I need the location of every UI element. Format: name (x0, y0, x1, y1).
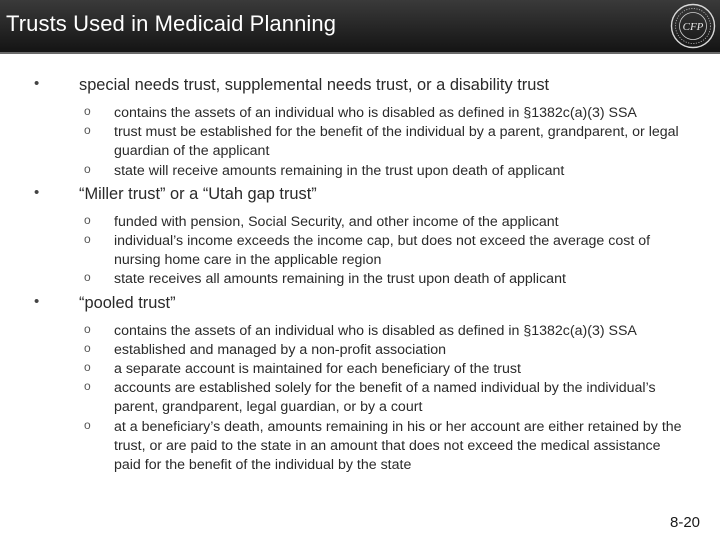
bullet-item (0, 181, 720, 213)
sub-bullet-item (84, 417, 690, 476)
sub-bullet-text: trust must be established for the benefit of the individual by a parent, grandparent, or legal guardian of the applicant (114, 124, 679, 160)
circle-bullet-icon: o (84, 270, 91, 285)
sub-bullet-text: a separate account is maintained for each beneficiary of the trust (114, 361, 521, 378)
bullet-dot-icon: • (34, 183, 40, 201)
bullet-item (0, 72, 720, 104)
sub-bullet-text: state will receive amounts remaining in the trust upon death of applicant (114, 162, 565, 179)
sub-bullet-text: accounts are established solely for the benefit of a named individual by the individual’s parent, grandparent, legal guardian, or by a court (114, 380, 656, 416)
circle-bullet-icon: o (84, 379, 91, 394)
circle-bullet-icon: o (84, 161, 91, 176)
circle-bullet-icon: o (84, 321, 91, 336)
bullet-text: “Miller trust” or a “Utah gap trust” (79, 184, 317, 203)
circle-bullet-icon: o (84, 232, 91, 247)
bullet-text: “pooled trust” (79, 293, 176, 312)
sub-bullet-item (84, 123, 690, 161)
circle-bullet-icon: o (84, 360, 91, 375)
seal-logo-text: CFP (682, 21, 704, 33)
slide-title: Trusts Used in Medicaid Planning (6, 11, 337, 36)
sub-bullet-item (84, 232, 690, 270)
sub-bullet-text: contains the assets of an individual who is disabled as defined in §1382c(a)(3) SSA (114, 105, 637, 121)
bullet-dot-icon: • (34, 75, 40, 92)
circle-bullet-icon: o (84, 104, 91, 118)
slide-number: 8-20 (670, 514, 701, 531)
bullet-group (0, 181, 720, 290)
sub-bullet-item (84, 379, 690, 417)
circle-bullet-icon: o (84, 123, 91, 138)
bullet-text: special needs trust, supplemental needs trust, or a disability trust (79, 76, 550, 94)
bullet-group (0, 290, 720, 476)
bullet-group (0, 72, 720, 181)
sub-bullet-text: funded with pension, Social Security, and other income of the applicant (114, 213, 559, 230)
sub-bullet-item (84, 161, 690, 181)
slide-header (0, 0, 720, 54)
slide-body (0, 72, 720, 475)
circle-bullet-icon: o (84, 417, 91, 432)
bullet-item (0, 290, 720, 322)
bullet-dot-icon: • (34, 292, 40, 310)
sub-bullet-item (84, 340, 690, 360)
sub-bullet-item (84, 270, 690, 289)
sub-bullet-text: individual’s income exceeds the income cap, but does not exceed the average cost of nursing home care in the applicable region (114, 233, 651, 269)
sub-bullet-item (84, 104, 690, 123)
sub-bullet-item (84, 212, 690, 232)
circle-bullet-icon: o (84, 212, 91, 227)
sub-bullet-text: at a beneficiary’s death, amounts remaining in his or her account are either retained by the trust, or are paid to the state in an amount that does not exceed the medical assistance paid for the benefit of the individual by the state (114, 418, 682, 474)
seal-logo (670, 3, 716, 49)
sub-bullet-text: state receives all amounts remaining in the trust upon death of applicant (114, 271, 566, 288)
sub-bullet-text: established and managed by a non-profit association (114, 341, 447, 358)
circle-bullet-icon: o (84, 340, 91, 355)
bullet-list (0, 72, 720, 475)
sub-bullet-text: contains the assets of an individual who is disabled as defined in §1382c(a)(3) SSA (114, 322, 637, 339)
sub-bullet-item (84, 360, 690, 379)
sub-bullet-item (84, 321, 690, 341)
